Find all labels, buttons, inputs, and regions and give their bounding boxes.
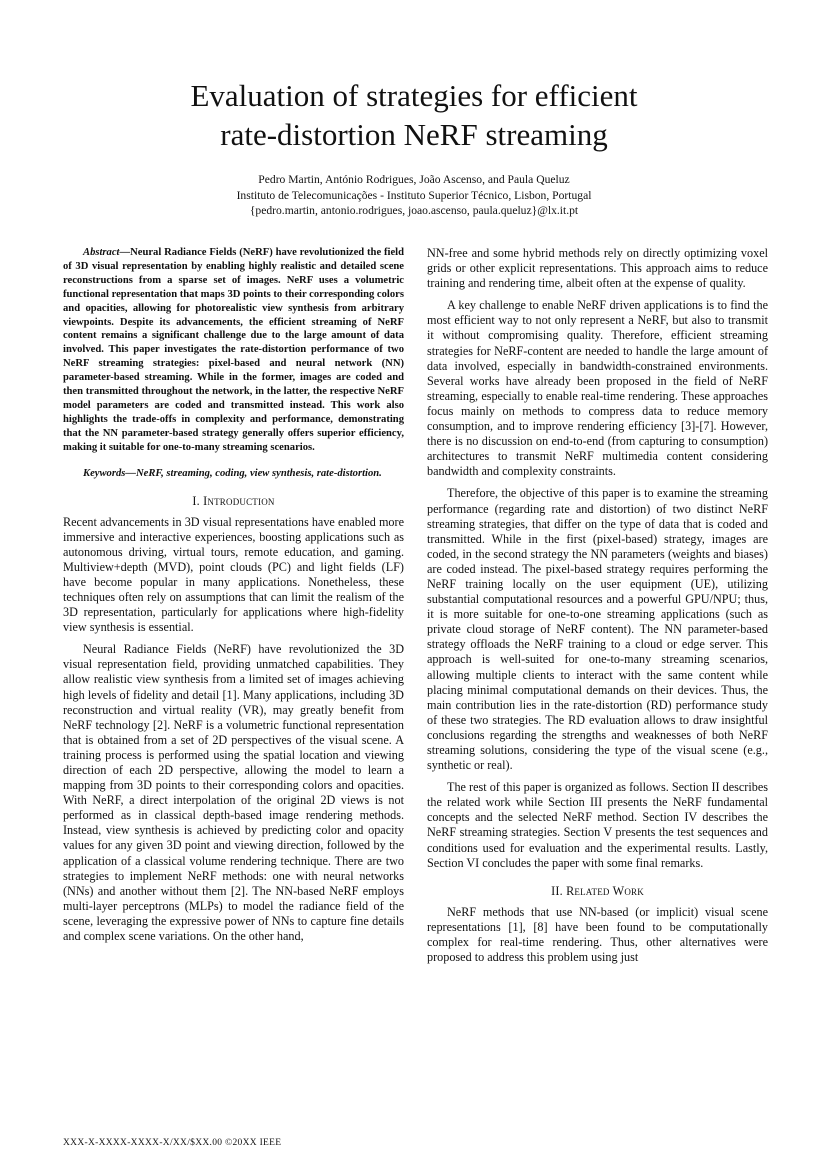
abstract-lead: Abstract xyxy=(83,247,120,258)
paragraph-right-2: A key challenge to enable NeRF driven applications is to find the most efficient way to not only represent a NeRF, but also to transmit it without compromising quality. Therefore, efficient streaming strategies for NeRF-content are needed to handle the large amount of data involved, especially in bandwidth-constrained environments. Several works have already been proposed in the field of NeRF streaming, especially to enable real-time rendering. These approaches focus mainly on methods to compress data to reduce memory consumption, and to improve rendering efficiency [3]-[7]. However, there is no discussion on end-to-end (from capturing to consumption) architectures to transmit NeRF multimedia content considering bandwidth and complexity constraints. xyxy=(427,298,768,479)
author-emails: {pedro.martin, antonio.rodrigues, joao.ascenso, paula.queluz}@lx.it.pt xyxy=(249,204,579,217)
abstract-dash: — xyxy=(119,247,131,258)
paragraph-right-3: Therefore, the objective of this paper is to examine the streaming performance (regarding rate and distortion) of two distinct NeRF streaming strategies, that differ on the type of data that is coded and transmitted. While in the first (pixel-based) strategy, images are coded, in the second strategy the NN parameters (weights and biases) are coded instead. The pixel-based strategy requires performing the NeRF training locally on the user equipment (UE), utilizing substantial computational resources and a powerful GPU/NPU; thus, it is more suitable for one-to-one streaming applications (such as private cloud storage of NeRF content). The NN parameter-based strategy offloads the NeRF training to a cloud or edge server. This approach is well-suited for one-to-many streaming scenarios, allowing multiple clients to interact with the same content while placing minimal computational demands on their devices. Thus, the main contribution lies in the rate-distortion (RD) performance study of these two strategies. The RD evaluation allows to draw insightful conclusions regarding the strengths and weaknesses of both NeRF streaming solutions, considering the type of the visual scene (e.g., synthetic or real). xyxy=(427,486,768,773)
author-names: Pedro Martin, António Rodrigues, João Ascenso, and Paula Queluz xyxy=(258,173,570,186)
section-heading-introduction: I. Introduction xyxy=(192,493,275,508)
section-heading-related-work: II. Related Work xyxy=(551,883,644,898)
paragraph-right-4: The rest of this paper is organized as follows. Section II describes the related work while Section III presents the NeRF fundamental concepts and the selected NeRF method. Section IV describes the NeRF streaming strategies. Section V presents the test sequences and conditions used for evaluation and the experimental results. Lastly, Section VI concludes the paper with some final remarks. xyxy=(427,780,768,870)
right-column xyxy=(427,246,768,965)
paper-title xyxy=(60,76,768,154)
keywords: Keywords—NeRF, streaming, coding, view synthesis, rate-distortion. xyxy=(83,467,382,479)
author-block xyxy=(60,172,768,219)
abstract-text: Neural Radiance Fields (NeRF) have revolutionized the field of 3D visual representation by enabling highly realistic and detailed scene reconstructions from a sparse set of images. NeRF uses a volumetric functional representation that maps 3D points to their corresponding colors and opacities, allowing for photorealistic view synthesis from arbitrary viewpoints. Despite its advancements, the efficient streaming of NeRF content remains a significant challenge due to the large amount of data involved. This paper investigates the rate-distortion performance of two NeRF streaming strategies: pixel-based and neural network (NN) parameter-based streaming. While in the former, images are coded and then transmitted throughout the network, in the latter, the respective NeRF model parameters are coded and transmitted instead. This work also highlights the trade-offs in complexity and performance, demonstrating that the NN parameter-based strategy generally offers superior efficiency, making it suitable for one-to-many streaming scenarios. xyxy=(63,247,404,453)
title-line-2: rate-distortion NeRF streaming xyxy=(220,117,608,152)
paragraph-intro-2: Neural Radiance Fields (NeRF) have revolutionized the 3D visual representation field, providing unmatched capabilities. They allow realistic view synthesis from a limited set of images achieving high levels of fidelity and detail [1]. Many applications, including 3D reconstruction and virtual reality (VR), may greatly benefit from NeRF technology [2]. NeRF is a volumetric functional representation that is obtained from a set of 2D perspectives of the visual scene. A training process is performed using the spatial location and viewing direction of each 2D perspective, allowing the model to learn a mapping from 3D points to their corresponding colors and opacities. With NeRF, a direct interpolation of the original 2D views is not performed as in classical depth-based image rendering methods. Instead, view synthesis is achieved by predicting color and opacity values for any given 3D point and viewing direction, followed by the application of a classical volume rendering technique. There are two strategies to implement NeRF methods: one with neural networks (NNs) and another without them [2]. The NN-based NeRF employs multi-layer perceptrons (MLPs) to model the radiance field of the scene, leveraging the expressive power of NNs to capture fine details and complex scene variations. On the other hand, xyxy=(63,642,404,944)
paragraph-intro-1: Recent advancements in 3D visual representations have enabled more immersive and interactive experiences, boosting applications such as autonomous driving, virtual tours, remote education, and gaming. Multiview+depth (MVD), point clouds (PC) and light fields (LF) have become popular in many applications. Nonetheless, these techniques often rely on assumptions that can limit the realism of the 3D representation, particularly for applications where high-fidelity view synthesis is essential. xyxy=(63,514,404,635)
abstract xyxy=(63,246,404,455)
left-column xyxy=(63,246,404,944)
paragraph-related-1: NeRF methods that use NN-based (or implicit) visual scene representations [1], [8] have been found to be computationally complex for real-time rendering. Thus, other alternatives were proposed to address this problem using just xyxy=(427,904,768,965)
author-affiliation: Instituto de Telecomunicações - Instituto Superior Técnico, Lisbon, Portugal xyxy=(236,188,592,202)
copyright-footer: XXX-X-XXXX-XXXX-X/XX/$XX.00 ©20XX IEEE xyxy=(63,1138,282,1148)
title-line-1: Evaluation of strategies for efficient xyxy=(190,78,638,113)
paragraph-right-1: NN-free and some hybrid methods rely on directly optimizing voxel grids or other explicit representations. This approach aims to reduce training and rendering time, albeit often at the expense of quality. xyxy=(427,246,768,291)
